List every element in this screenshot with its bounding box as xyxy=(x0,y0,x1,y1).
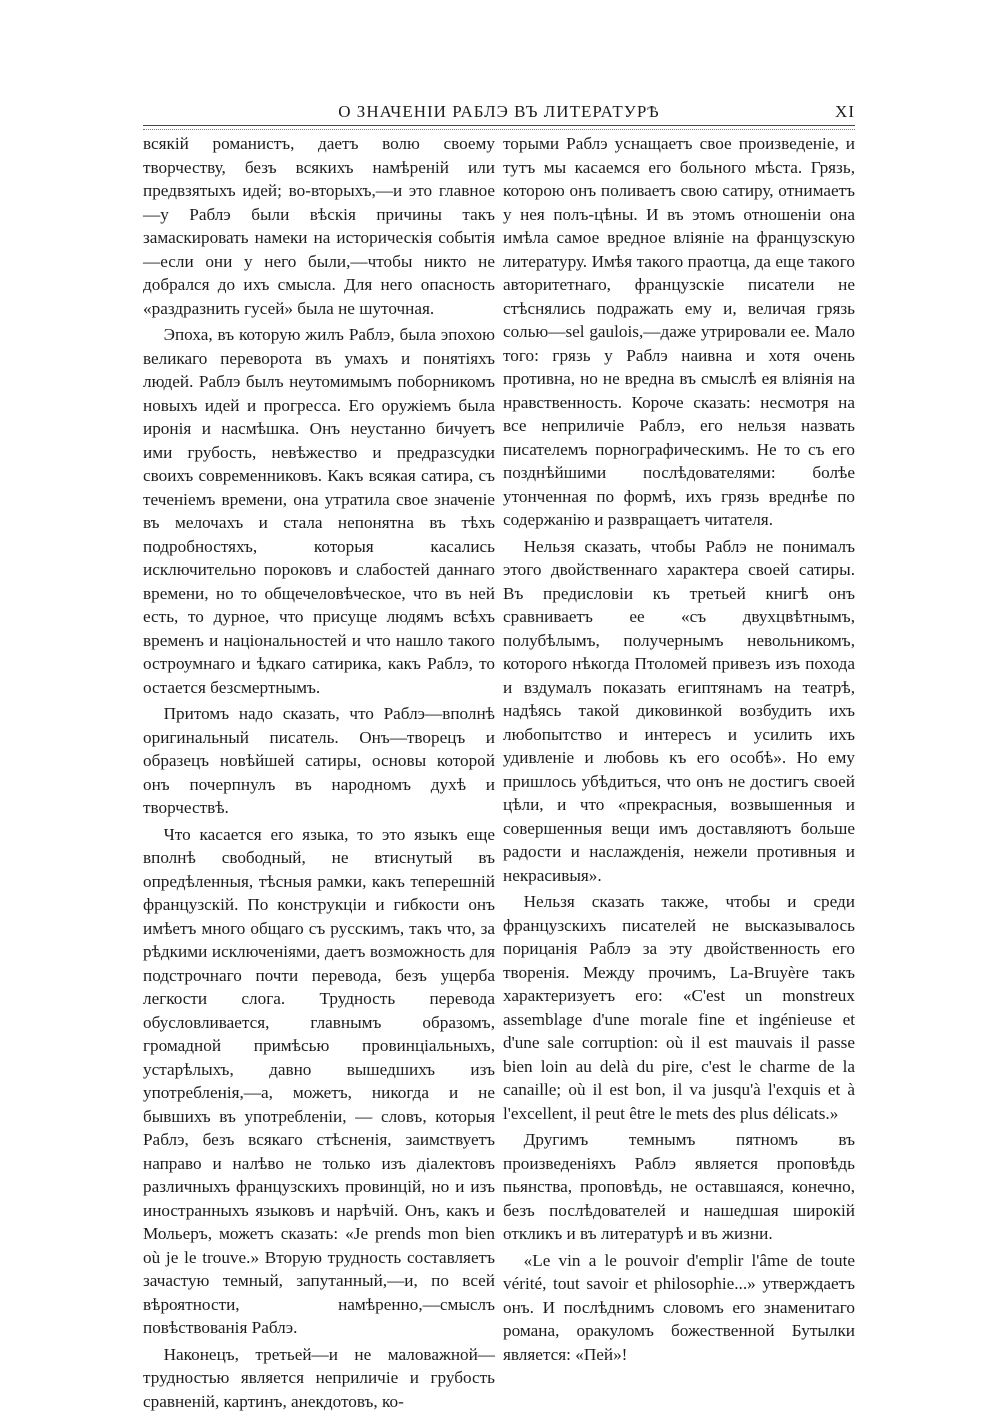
paragraph: Нельзя сказать также, чтобы и среди французскихъ писателей не высказывалось порицанія Раблэ за эту двойственность его творенія. Между прочимъ, La-Bruyère такъ характеризуетъ его: «C'est un monstreux assemblage d'une morale fine et ingénieuse et d'une sale corruption: où il est mauvais il passe bien loin au delà du pire, c'est le charme de la canaille; où il est bon, il va jusqu'à l'exquis et à l'excellent, il peut être le mets des plus délicats.» xyxy=(503,890,855,1125)
paragraph: Другимъ темнымъ пятномъ въ произведеніяхъ Раблэ является проповѣдь пьянства, проповѣдь, не оставшаяся, конечно, безъ послѣдователей и нашедшая широкій откликъ и въ литературѣ и въ жизни. xyxy=(503,1128,855,1246)
page-number: XI xyxy=(835,102,855,122)
paragraph: «Le vin a le pouvoir d'emplir l'âme de toute vérité, tout savoir et philosophie...» утверждаетъ онъ. И послѣднимъ словомъ его знаменитаго романа, оракуломъ божественной Бутылки является: «Пей»! xyxy=(503,1249,855,1367)
paragraph: торыми Раблэ уснащаетъ свое произведеніе, и тутъ мы касаемся его больного мѣста. Грязь, которою онъ поливаетъ свою сатиру, отнимаетъ у нея полъ-цѣны. И въ этомъ отношеніи она имѣла самое вредное вліяніе на французскую литературу. Имѣя такого праотца, да еще такого авторитетнаго, французскіе писатели не стѣснялись подражать ему и, величая грязь солью—sel gaulois,—даже утрировали ее. Мало того: грязь у Раблэ наивна и хотя очень противна, но не вредна въ смыслѣ ея вліянія на нравственность. Короче сказать: несмотря на все неприличіе Раблэ, его нельзя назвать писателемъ порнографическимъ. Не то съ его позднѣйшими послѣдователями: болѣе утонченная по формѣ, ихъ грязь вреднѣе по содержанію и развращаетъ читателя. xyxy=(503,132,855,532)
paragraph: всякій романистъ, даетъ волю своему творчеству, безъ всякихъ намѣреній или предвзятыхъ идей; во-вторыхъ,—и это главное—у Раблэ были вѣскія причины такъ замаскировать намеки на историческія событія—если они у него были,—чтобы никто не добрался до ихъ смысла. Для него опасность «раздразнить гусей» была не шуточная. xyxy=(143,132,495,320)
paragraph: Наконецъ, третьей—и не маловажной—трудностью является неприличіе и грубость сравненій, картинъ, анекдотовъ, ко- xyxy=(143,1343,495,1413)
paragraph: Притомъ надо сказать, что Раблэ—вполнѣ оригинальный писатель. Онъ—творецъ и образецъ новѣйшей сатиры, основы которой онъ почерпнулъ въ народномъ духѣ и творчествѣ. xyxy=(143,702,495,820)
header-rule xyxy=(143,125,855,130)
left-column xyxy=(143,132,495,1413)
running-title: О ЗНАЧЕНІИ РАБЛЭ ВЪ ЛИТЕРАТУРѢ xyxy=(143,102,855,122)
right-column xyxy=(503,132,855,1366)
paragraph: Нельзя сказать, чтобы Раблэ не понималъ этого двойственнаго характера своей сатиры. Въ предисловіи къ третьей книгѣ онъ сравниваетъ ее «съ двухцвѣтнымъ, полубѣлымъ, получернымъ невольникомъ, которого нѣкогда Птоломей привезъ изъ похода и вздумалъ показать египтянамъ на театрѣ, надѣясь такой диковинкой возбудить ихъ любопытство и интересъ и усилить ихъ удивленіе и любовь къ его особѣ». Но ему пришлось убѣдиться, что онъ не достигъ своей цѣли, и что «прекрасныя, возвышенныя и совершенныя вещи имъ доставляютъ больше радости и наслажденія, нежели противныя и некрасивыя». xyxy=(503,535,855,888)
paragraph: Эпоха, въ которую жилъ Раблэ, была эпохою великаго переворота въ умахъ и понятіяхъ людей. Раблэ былъ неутомимымъ поборникомъ новыхъ идей и прогресса. Его оружіемъ была иронія и насмѣшка. Онъ неустанно бичуетъ ими грубость, невѣжество и предразсудки своихъ современниковъ. Какъ всякая сатира, съ теченіемъ времени, она утратила свое значеніе въ мелочахъ и стала непонятна въ тѣхъ подробностяхъ, которыя касались исключительно пороковъ и слабостей даннаго времени, но то общечеловѣческое, что въ ней есть, то дурное, что присуще людямъ всѣхъ временъ и національностей и что нашло такого остроумнаго и ѣдкаго сатирика, какъ Раблэ, то остается безсмертнымъ. xyxy=(143,323,495,699)
paragraph: Что касается его языка, то это языкъ еще вполнѣ свободный, не втиснутый въ опредѣленныя, тѣсныя рамки, какъ теперешній французскій. По конструкціи и гибкости онъ имѣетъ много общаго съ русскимъ, такъ что, за рѣдкими исключеніями, даетъ возможность для подстрочнаго почти перевода, безъ ущерба легкости слога. Трудность перевода обусловливается, главнымъ образомъ, громадной примѣсью провинціальныхъ, устарѣлыхъ, давно вышедшихъ изъ употребленія,—а, можетъ, никогда и не бывшихъ въ употребленіи, — словъ, которыя Раблэ, безъ всякаго стѣсненія, заимствуетъ направо и налѣво не только изъ діалектовъ различныхъ французскихъ провинцій, но и изъ иностранныхъ языковъ и нарѣчій. Онъ, какъ и Мольеръ, можетъ сказать: «Je prends mon bien où je le trouve.» Вторую трудность составляетъ зачастую темный, запутанный,—и, по всей вѣроятности, намѣренно,—смыслъ повѣствованія Раблэ. xyxy=(143,823,495,1340)
running-header xyxy=(143,102,855,126)
